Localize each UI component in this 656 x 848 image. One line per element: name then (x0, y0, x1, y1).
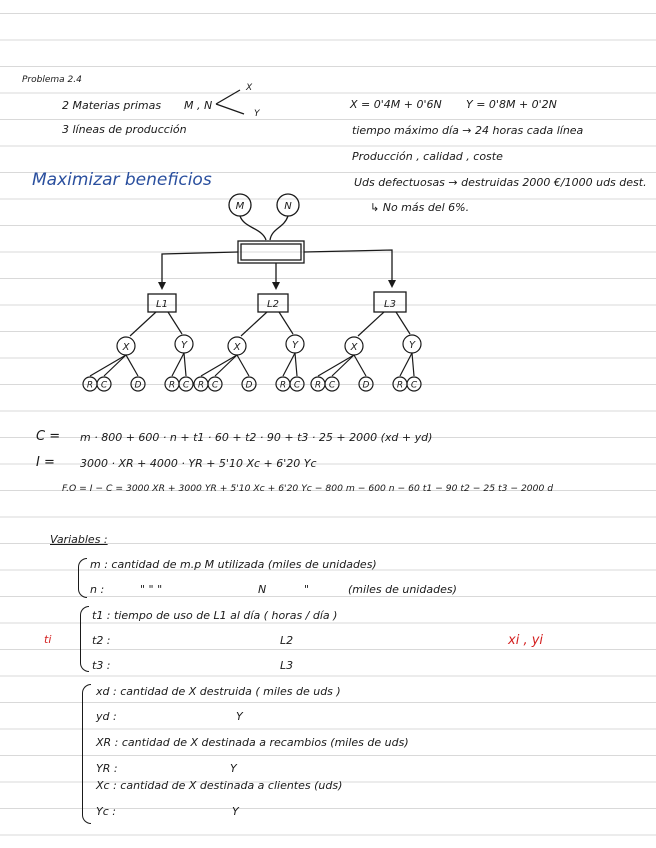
leaf-label-l3-r: R (396, 380, 404, 391)
leaf-label-l1-r: R (86, 380, 94, 391)
var-yc: Yc : (96, 805, 116, 818)
leaf-link-l1-4 (184, 353, 186, 376)
leaf-link-l1-2 (126, 355, 138, 376)
lines-note: 3 líneas de producción (62, 123, 187, 136)
leaf-label-l1-d: D (134, 380, 142, 391)
var-t3-line: L3 (280, 659, 294, 672)
line-label-l2: L2 (267, 299, 279, 310)
leaf-label-l2-r: R (279, 380, 287, 391)
cost-equation: m · 800 + 600 · n + t1 · 60 + t2 · 90 + t3 · 25 + 2000 (xd + yd) (80, 431, 433, 444)
process-box-inner (241, 244, 301, 260)
tree-link-l3-y (396, 312, 410, 334)
tree-link-l1-y (168, 312, 182, 334)
line-label-l3: L3 (384, 299, 396, 310)
link-to-l3 (304, 250, 392, 280)
ti-side-note: ti (44, 633, 52, 646)
objective-function: F.O = I − C = 3000 XR + 3000 YR + 5'10 Xc + 6'20 Yc − 800 m − 600 n − 60 t1 − 90 t2 − 25 t3 − 2000 d (62, 483, 554, 494)
product-label-l3-y: Y (408, 340, 416, 351)
income-label: I = (36, 455, 55, 470)
var-yd-symbol: Y (236, 710, 243, 723)
product-label-l3-x: X (350, 342, 358, 353)
branch-y-label: Y (254, 109, 260, 119)
var-n-prefix: n : (90, 583, 105, 596)
var-t2-line: L2 (280, 634, 294, 647)
var-xd: xd : cantidad de X destruida ( miles de uds ) (96, 685, 341, 698)
var-n-ditto2: " (304, 583, 310, 596)
tree-link-l1-x (130, 312, 156, 336)
time-note: tiempo máximo día → 24 horas cada línea (352, 124, 584, 137)
var-xr: XR : cantidad de X destinada a recambios (miles de uds) (96, 736, 409, 749)
line-label-l1: L1 (156, 299, 168, 310)
materials-vars: M , N (184, 99, 213, 112)
leaf-label-l2-c: C (293, 380, 301, 391)
var-yc-symbol: Y (232, 805, 239, 818)
leaf-label-l1-c: C (100, 380, 108, 391)
var-yd: yd : (96, 710, 117, 723)
equation-y: Y = 0'8M + 0'2N (466, 98, 557, 111)
variables-title: Variables : (50, 533, 108, 546)
product-label-l2-x: X (233, 342, 241, 353)
arrowhead-l3 (388, 280, 396, 288)
header-branch-arrow (216, 90, 244, 114)
arrowhead-l2 (272, 282, 280, 290)
cost-label: C = (36, 429, 61, 444)
income-equation: 3000 · XR + 4000 · YR + 5'10 Xc + 6'20 Yc (80, 457, 317, 470)
link-to-l1 (162, 252, 238, 282)
var-yr-symbol: Y (230, 762, 237, 775)
product-label-l1-y: Y (180, 340, 188, 351)
leaf-label-l1-c: C (182, 380, 190, 391)
leaf-label-l3-c: C (328, 380, 336, 391)
bracket-materials (78, 558, 87, 598)
xi-yi-side-note: xi , yi (508, 633, 544, 648)
var-yr: YR : (96, 762, 118, 775)
leaf-label-l3-c: C (410, 380, 418, 391)
var-t1: t1 : tiempo de uso de L1 al día ( horas / día ) (92, 609, 338, 622)
input-link-m (240, 216, 266, 240)
leaf-label-l3-d: D (362, 380, 370, 391)
tree-link-l2-x (241, 312, 267, 336)
branch-x-label: X (246, 83, 253, 93)
leaf-label-l2-d: D (245, 380, 253, 391)
input-link-n (270, 216, 288, 240)
var-n-ditto: " " " (140, 583, 163, 596)
product-label-l1-x: X (122, 342, 130, 353)
leaf-link-l2-3 (283, 353, 295, 376)
leaf-link-l2-4 (295, 353, 297, 376)
var-n-units: (miles de unidades) (348, 583, 457, 596)
tree-link-l2-y (279, 312, 293, 334)
input-label-m: M (235, 201, 245, 212)
var-xc: Xc : cantidad de X destinada a clientes (uds) (96, 779, 343, 792)
leaf-link-l3-4 (412, 353, 414, 376)
leaf-link-l1-3 (172, 353, 184, 376)
leaf-label-l1-r: R (168, 380, 176, 391)
equation-x: X = 0'4M + 0'6N (350, 98, 442, 111)
leaf-label-l2-c: C (211, 380, 219, 391)
tree-link-l3-x (358, 312, 384, 336)
product-label-l2-y: Y (291, 340, 299, 351)
arrowhead-l1 (158, 282, 166, 290)
leaf-label-l3-r: R (314, 380, 322, 391)
bracket-times (80, 606, 89, 672)
leaf-link-l2-2 (237, 355, 249, 376)
var-t2: t2 : (92, 634, 111, 647)
leaf-link-l3-2 (354, 355, 366, 376)
defects-limit-note: ↳ No más del 6%. (370, 201, 470, 214)
production-note: Producción , calidad , coste (352, 150, 503, 163)
leaf-label-l2-r: R (197, 380, 205, 391)
goal-heading: Maximizar beneficios (32, 170, 212, 190)
var-m: m : cantidad de m.p M utilizada (miles de unidades) (90, 558, 377, 571)
var-n-symbol: N (258, 583, 267, 596)
var-t3: t3 : (92, 659, 111, 672)
materials-note: 2 Materias primas (62, 99, 162, 112)
problem-number: Problema 2.4 (22, 75, 82, 85)
bracket-products (82, 684, 91, 824)
defects-note: Uds defectuosas → destruidas 2000 €/1000 uds dest. (354, 176, 647, 189)
input-label-n: N (284, 201, 292, 212)
leaf-link-l3-3 (400, 353, 412, 376)
